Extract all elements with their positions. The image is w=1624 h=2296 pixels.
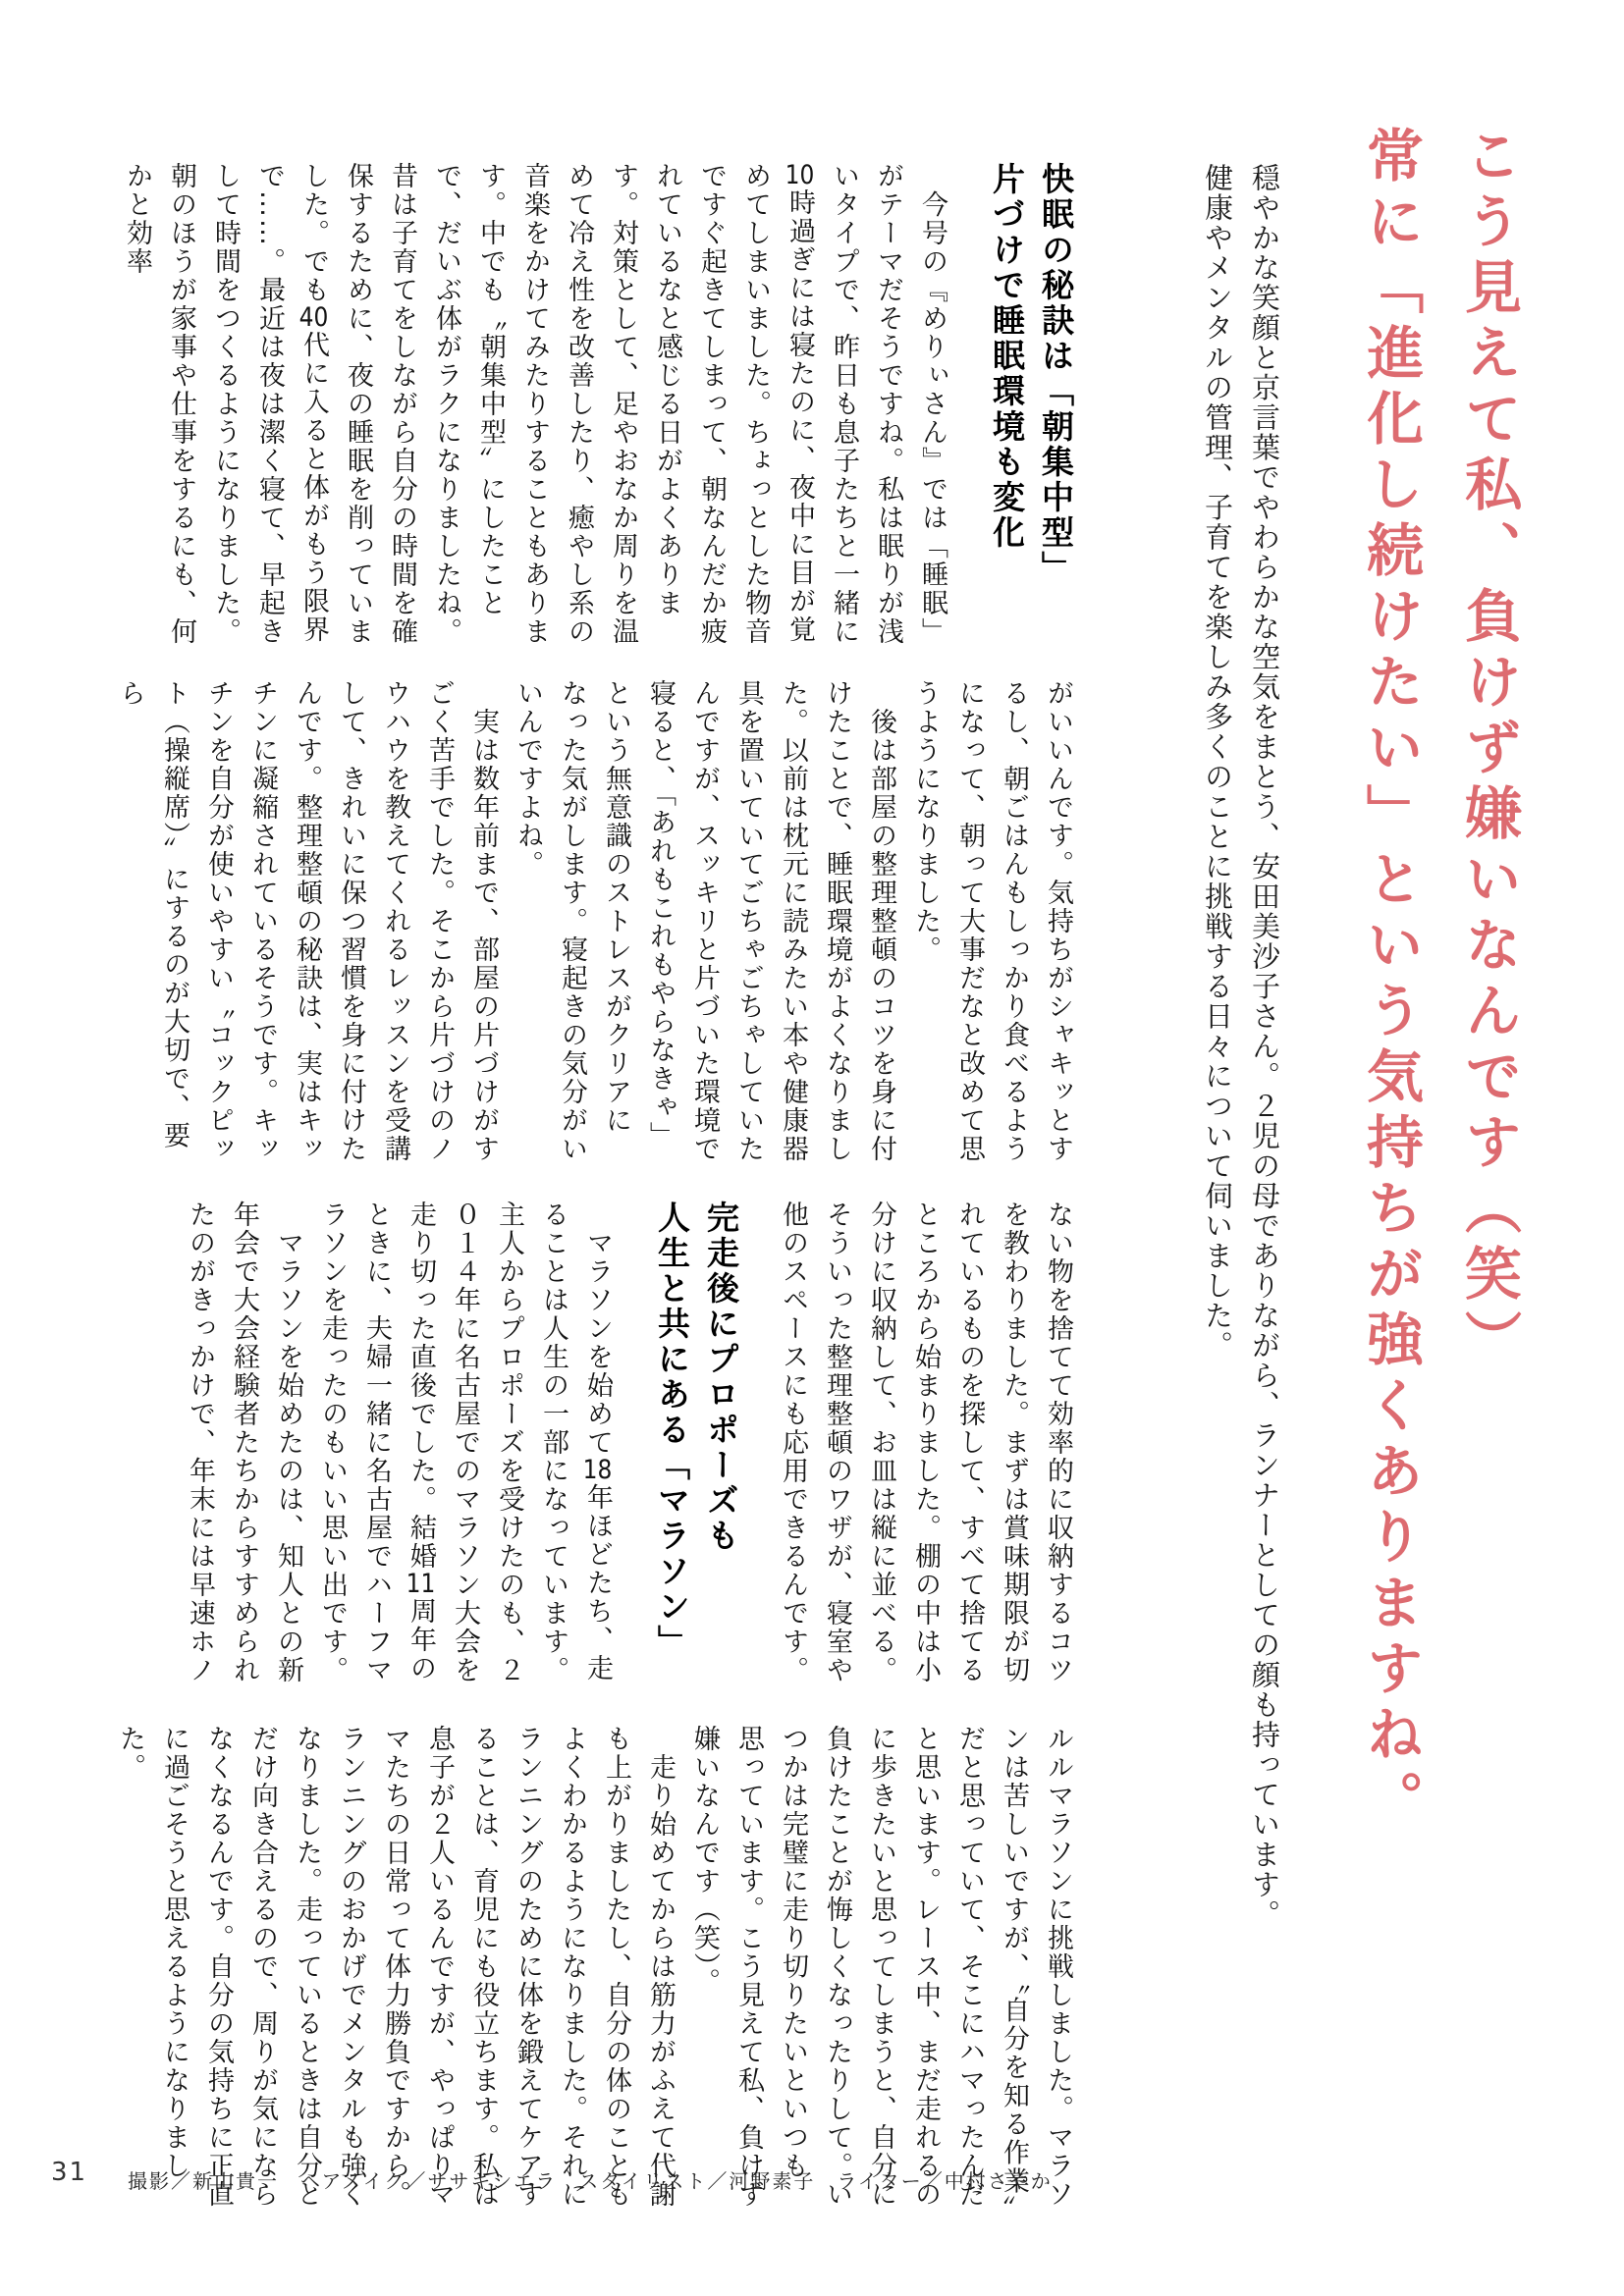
- section-heading-marathon: [647, 1201, 745, 1691]
- headline-line-1: こう見えて私、負けず嫌いなんです（笑）: [1455, 126, 1522, 1375]
- body-paragraph: がいいんです。気持ちがシャキッとするし、朝ごはんもしっかり食べるようになって、朝って大事だなと改めて思うようになりました。: [910, 679, 1073, 1163]
- section-heading-marathon-line-1: 完走後にプロポーズも: [702, 1201, 740, 1554]
- body-row-2: [108, 679, 1080, 1170]
- body-row-3: [178, 1201, 1080, 1691]
- section-heading-sleep-line-1: 快眠の秘訣は「朝集中型」: [1037, 162, 1075, 586]
- body-row-4: [108, 1725, 1080, 2216]
- credits-line: 撮影／新山貴一 ヘアメイク／ササキシエラ スタイリスト／河野素子 ライター／中村さやか: [128, 2169, 1053, 2193]
- body-paragraph: ルルマラソンに挑戦しました。マラソンは苦しいですが、〝自分を知る作業〟だと思っていて、そこにハマったんだと思います。レース中、まだ走れるのに歩きたいと思ってしまうと、自分に負けたことが悔しくなったりして。いつかは完璧に走り切りたいといつも思っています。こう見えて私、負けず嫌いなんです（笑）。: [689, 1725, 1073, 2211]
- body-paragraph: 後は部屋の整理整頓のコツを身に付けたことで、睡眠環境がよくなりました。以前は枕元に読みたい本や健康器具を置いていてごちゃごちゃしていたんですが、スッキリと片づいた環境で寝ると、「あれもこれもやらなきゃ」という無意識のストレスがクリアになった気がします。寝起きの気分がいいんですよね。: [513, 679, 896, 1163]
- page-number: 31: [51, 2158, 88, 2187]
- section-heading-sleep: [982, 162, 1080, 653]
- body-paragraph: マラソンを始めたのは、知人との新年会で大会経験者たちからすすめられたのがきっかけで、年末には早速ホノ: [185, 1201, 303, 1684]
- lead-paragraph-1: 穏やかな笑顔と京言葉でやわらかな空気をまとう、安田美沙子さん。２児の母でありながら、ランナーとしての顔も持っています。: [1248, 163, 1281, 1930]
- body-paragraph: ない物を捨てて効率的に収納するコツを教わりました。まずは賞味期限が切れているものを探して、すべて捨てるところから始まりました。棚の中は小分けに収納して、お皿は縦に並べる。そういった整理整頓のワザが、寝室や他のスペースにも応用できるんです。: [778, 1201, 1073, 1684]
- lead-block: [1194, 163, 1288, 1940]
- body-row-1: [115, 162, 1080, 653]
- headline: [1341, 126, 1538, 1883]
- section-heading-marathon-line-2: 人生と共にある「マラソン」: [653, 1201, 691, 1660]
- body-paragraph: 今号の『めりぃさん』では「睡眠」がテーマだそうですね。私は眠りが浅いタイプで、昨日も息子たちと一緒に10時過ぎには寝たのに、夜中に目が覚めてしまいました。ちょっとした物音ですぐ起きてしまって、朝なんだか疲れているなと感じる日がよくあります。対策として、足やおなか周りを温めて冷え性を改善したり、癒やし系の音楽をかけてみたりすることもあります。中でも〝朝集中型〟にしたことで、だいぶ体がラクになりましたね。昔は子育てをしながら自分の時間を確保するために、夜の睡眠を削っていました。でも40代に入ると体がもう限界で……。最近は夜は潔く寝て、早起きして時間をつくるようになりました。朝のほうが家事や仕事をするにも、何かと効率: [122, 162, 947, 646]
- body-paragraph: 実は数年前まで、部屋の片づけがすごく苦手でした。そこから片づけのノウハウを教えてくれるレッスンを受講して、きれいに保つ習慣を身に付けたんです。整理整頓の秘訣は、実はキッチンに凝縮されているそうです。キッチンを自分が使いやすい〝コックピット（操縦席）〟にするのが大切で、要ら: [115, 679, 499, 1163]
- section-heading-sleep-line-2: 片づけで睡眠環境も変化: [988, 162, 1026, 551]
- headline-line-2: 常に「進化し続けたい」という気持ちが強くありますね。: [1357, 126, 1424, 1836]
- body-paragraph: 走り始めてからは筋力がふえて代謝も上がりましたし、自分の体のこともよくわかるようになりました。それにランニングのために体を鍛えてケアすることは、育児にも役立ちます。私は息子が２人いるんですが、やっぱりママたちの日常って体力勝負ですから。ランニングのおかげでメンタルも強くなりました。走っているときは自分とだけ向き合えるので、周りが気にならなくなるんです。自分の気持ちに正直に過ごそうと思えるようになりました。: [115, 1725, 676, 2209]
- body-paragraph: マラソンを始めて18年ほどたち、走ることは人生の一部になっています。主人からプロポーズを受けたのも、２０１４年に名古屋でのマラソン大会を走り切った直後でした。結婚11周年のときに、夫婦一緒に名古屋でハーフマラソンを走ったのもいい思い出です。: [317, 1201, 613, 1684]
- lead-paragraph-2: 健康やメンタルの管理、子育てを楽しみ多くのことに挑戦する日々について伺いました。: [1201, 163, 1234, 1361]
